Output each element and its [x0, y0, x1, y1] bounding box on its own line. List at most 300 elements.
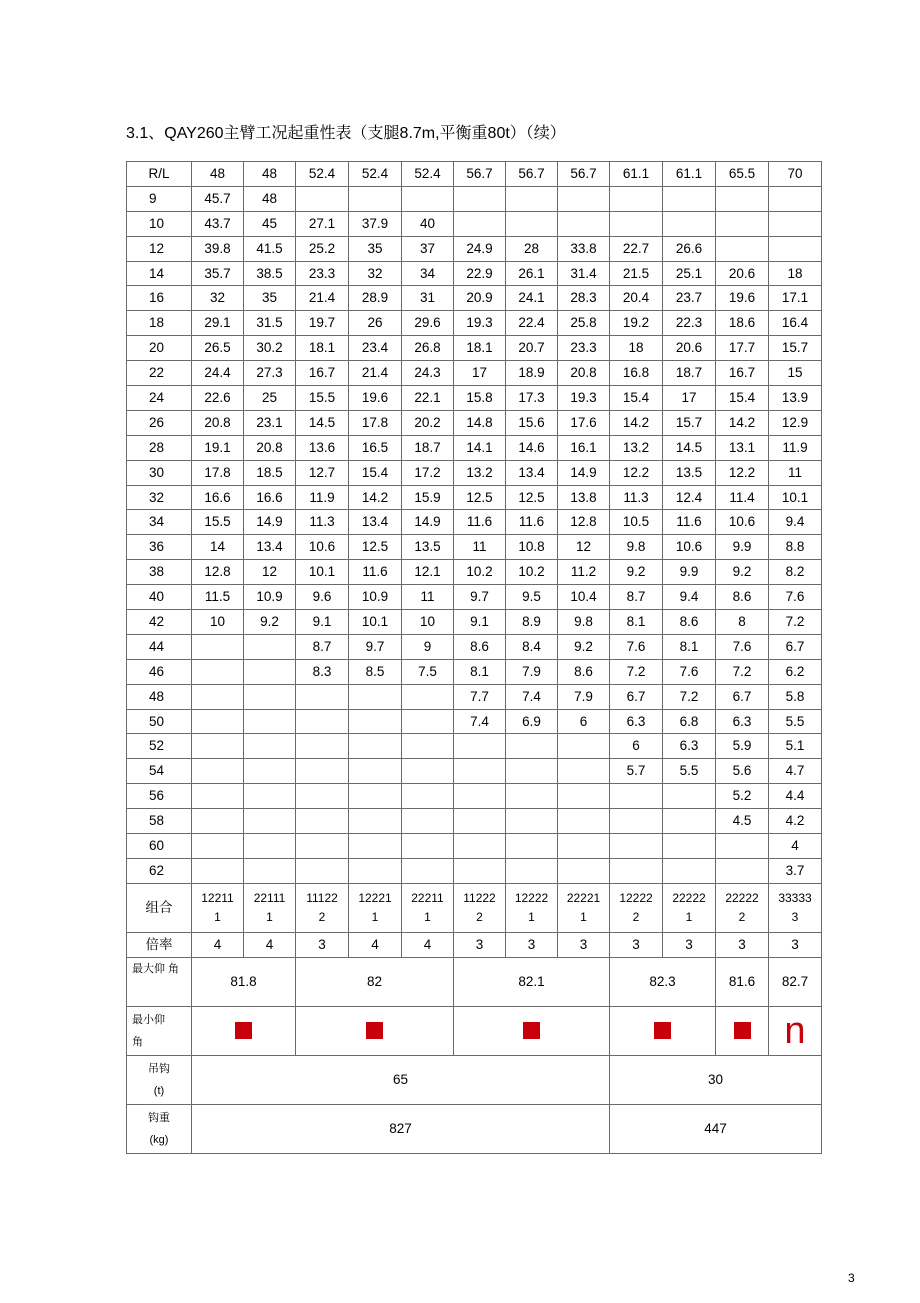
capacity-cell — [402, 734, 454, 759]
capacity-cell — [349, 759, 402, 784]
capacity-cell: 13.5 — [663, 460, 716, 485]
hook-weight-cell: 827 — [192, 1104, 610, 1153]
capacity-cell: 23.1 — [244, 410, 296, 435]
capacity-cell — [402, 709, 454, 734]
capacity-cell: 7.2 — [663, 684, 716, 709]
combination-cell: 12222 2 — [610, 883, 663, 932]
capacity-cell: 9.2 — [610, 560, 663, 585]
table-row — [127, 286, 822, 311]
capacity-cell: 16.5 — [349, 435, 402, 460]
capacity-cell — [244, 734, 296, 759]
capacity-cell: 10 — [402, 610, 454, 635]
capacity-cell: 24.3 — [402, 361, 454, 386]
capacity-cell: 20.9 — [454, 286, 506, 311]
combination-cell: 33333 3 — [769, 883, 822, 932]
radius-cell: 58 — [127, 809, 192, 834]
capacity-cell: 9.1 — [296, 610, 349, 635]
capacity-cell: 21.4 — [349, 361, 402, 386]
capacity-cell: 20.4 — [610, 286, 663, 311]
capacity-cell — [454, 858, 506, 883]
radius-cell: 40 — [127, 585, 192, 610]
combination-cell: 22211 1 — [402, 883, 454, 932]
table-row — [127, 485, 822, 510]
capacity-cell — [454, 211, 506, 236]
min-angle-row — [127, 1006, 822, 1055]
capacity-cell: 11 — [454, 535, 506, 560]
capacity-cell: 14.2 — [349, 485, 402, 510]
capacity-cell: 13.4 — [349, 510, 402, 535]
capacity-cell: 6 — [558, 709, 610, 734]
capacity-cell: 6.8 — [663, 709, 716, 734]
capacity-cell: 7.6 — [663, 659, 716, 684]
capacity-cell — [506, 734, 558, 759]
capacity-cell: 32 — [349, 261, 402, 286]
capacity-cell: 8.5 — [349, 659, 402, 684]
capacity-cell — [296, 834, 349, 859]
capacity-cell: 18.5 — [244, 460, 296, 485]
capacity-cell — [663, 834, 716, 859]
capacity-cell — [716, 858, 769, 883]
capacity-cell — [192, 734, 244, 759]
capacity-cell: 25.8 — [558, 311, 610, 336]
radius-cell: 32 — [127, 485, 192, 510]
capacity-cell: 14.8 — [454, 410, 506, 435]
capacity-cell: 14.9 — [402, 510, 454, 535]
capacity-cell: 12 — [558, 535, 610, 560]
capacity-cell: 19.3 — [558, 386, 610, 411]
capacity-cell: 9.7 — [454, 585, 506, 610]
capacity-cell — [610, 211, 663, 236]
load-table-body — [127, 186, 822, 883]
capacity-cell: 13.2 — [454, 460, 506, 485]
capacity-cell — [296, 684, 349, 709]
ratio-cell: 4 — [402, 932, 454, 957]
capacity-cell — [402, 186, 454, 211]
capacity-cell — [558, 834, 610, 859]
capacity-cell: 29.1 — [192, 311, 244, 336]
capacity-cell: 32 — [192, 286, 244, 311]
capacity-cell: 10 — [192, 610, 244, 635]
capacity-cell: 28.9 — [349, 286, 402, 311]
capacity-cell: 12.2 — [610, 460, 663, 485]
capacity-cell — [454, 759, 506, 784]
radius-cell: 62 — [127, 858, 192, 883]
capacity-cell: 9.1 — [454, 610, 506, 635]
capacity-cell: 16.7 — [296, 361, 349, 386]
capacity-cell: 8.1 — [454, 659, 506, 684]
capacity-cell: 7.9 — [558, 684, 610, 709]
radius-cell: 42 — [127, 610, 192, 635]
capacity-cell — [506, 759, 558, 784]
table-row — [127, 585, 822, 610]
capacity-cell: 17.3 — [506, 386, 558, 411]
capacity-cell: 19.6 — [716, 286, 769, 311]
capacity-cell: 7.9 — [506, 659, 558, 684]
min-angle-cell — [296, 1006, 454, 1055]
capacity-cell: 21.5 — [610, 261, 663, 286]
capacity-cell — [610, 186, 663, 211]
capacity-cell: 48 — [244, 186, 296, 211]
combination-cell: 12211 1 — [192, 883, 244, 932]
capacity-cell: 12.2 — [716, 460, 769, 485]
capacity-cell: 18 — [610, 336, 663, 361]
capacity-cell: 18.6 — [716, 311, 769, 336]
capacity-cell — [506, 858, 558, 883]
capacity-cell: 11.3 — [610, 485, 663, 510]
capacity-cell — [244, 634, 296, 659]
max-angle-cell: 82.3 — [610, 957, 716, 1006]
capacity-cell: 11.6 — [349, 560, 402, 585]
table-row — [127, 211, 822, 236]
capacity-cell: 10.4 — [558, 585, 610, 610]
capacity-cell — [402, 784, 454, 809]
capacity-cell: 41.5 — [244, 236, 296, 261]
capacity-cell: 9.6 — [296, 585, 349, 610]
capacity-cell: 22.6 — [192, 386, 244, 411]
capacity-cell: 20.6 — [716, 261, 769, 286]
capacity-cell — [402, 858, 454, 883]
capacity-cell — [454, 834, 506, 859]
capacity-cell: 10.2 — [506, 560, 558, 585]
ratio-cell: 3 — [716, 932, 769, 957]
capacity-cell: 15.7 — [769, 336, 822, 361]
boom-length: 65.5 — [716, 162, 769, 187]
capacity-cell — [192, 709, 244, 734]
capacity-cell: 9.4 — [769, 510, 822, 535]
capacity-cell: 22.1 — [402, 386, 454, 411]
capacity-cell: 26.6 — [663, 236, 716, 261]
capacity-cell — [663, 211, 716, 236]
ratio-cell: 3 — [610, 932, 663, 957]
boom-length: 70 — [769, 162, 822, 187]
capacity-cell: 11 — [402, 585, 454, 610]
capacity-cell: 8.6 — [454, 634, 506, 659]
capacity-cell: 6.2 — [769, 659, 822, 684]
capacity-cell: 18.9 — [506, 361, 558, 386]
load-table — [126, 161, 822, 1154]
capacity-cell: 9.7 — [349, 634, 402, 659]
radius-cell: 24 — [127, 386, 192, 411]
capacity-cell — [192, 784, 244, 809]
capacity-cell: 8.7 — [610, 585, 663, 610]
radius-cell: 20 — [127, 336, 192, 361]
ratio-cell: 3 — [454, 932, 506, 957]
capacity-cell: 9.9 — [663, 560, 716, 585]
capacity-cell: 14.1 — [454, 435, 506, 460]
capacity-cell — [296, 809, 349, 834]
capacity-cell: 11.9 — [296, 485, 349, 510]
red-square-icon — [366, 1022, 383, 1039]
capacity-cell — [610, 834, 663, 859]
capacity-cell: 17.2 — [402, 460, 454, 485]
hook-weight-label: 钩重 (kg) — [127, 1104, 192, 1153]
capacity-cell: 19.7 — [296, 311, 349, 336]
capacity-cell: 19.2 — [610, 311, 663, 336]
capacity-cell: 28.3 — [558, 286, 610, 311]
capacity-cell — [610, 809, 663, 834]
page-number: 3 — [848, 1271, 855, 1285]
capacity-cell: 22.7 — [610, 236, 663, 261]
capacity-cell: 24.1 — [506, 286, 558, 311]
boom-length: 56.7 — [558, 162, 610, 187]
boom-length: 56.7 — [454, 162, 506, 187]
min-angle-cell — [454, 1006, 610, 1055]
radius-cell: 46 — [127, 659, 192, 684]
capacity-cell: 10.2 — [454, 560, 506, 585]
table-row — [127, 858, 822, 883]
hook-label: 吊钩 (t) — [127, 1055, 192, 1104]
capacity-cell: 35 — [349, 236, 402, 261]
combination-cell: 11122 2 — [296, 883, 349, 932]
capacity-cell: 15.5 — [192, 510, 244, 535]
capacity-cell: 15.5 — [296, 386, 349, 411]
capacity-cell: 16.8 — [610, 361, 663, 386]
capacity-cell: 5.1 — [769, 734, 822, 759]
radius-cell: 50 — [127, 709, 192, 734]
capacity-cell: 25.1 — [663, 261, 716, 286]
hook-weight-row — [127, 1104, 822, 1153]
radius-cell: 18 — [127, 311, 192, 336]
capacity-cell — [506, 211, 558, 236]
max-angle-cell: 81.6 — [716, 957, 769, 1006]
table-row — [127, 311, 822, 336]
capacity-cell: 13.4 — [506, 460, 558, 485]
capacity-cell: 31 — [402, 286, 454, 311]
page-title: 3.1、QAY260主臂工况起重性表（支腿8.7m,平衡重80t）（续） — [126, 125, 566, 142]
combination-row — [127, 883, 822, 932]
capacity-cell: 8.3 — [296, 659, 349, 684]
capacity-cell: 17.8 — [192, 460, 244, 485]
capacity-cell: 16.4 — [769, 311, 822, 336]
capacity-cell: 15.9 — [402, 485, 454, 510]
capacity-cell — [192, 659, 244, 684]
combination-cell: 22222 2 — [716, 883, 769, 932]
table-row — [127, 186, 822, 211]
combination-cell: 22222 1 — [663, 883, 716, 932]
capacity-cell: 15.4 — [349, 460, 402, 485]
capacity-cell — [192, 684, 244, 709]
capacity-cell: 40 — [402, 211, 454, 236]
capacity-cell — [296, 858, 349, 883]
capacity-cell: 15.7 — [663, 410, 716, 435]
capacity-cell: 4.4 — [769, 784, 822, 809]
capacity-cell — [506, 186, 558, 211]
capacity-cell: 26.1 — [506, 261, 558, 286]
capacity-cell — [454, 186, 506, 211]
table-row — [127, 336, 822, 361]
combination-cell: 12221 1 — [349, 883, 402, 932]
capacity-cell: 5.8 — [769, 684, 822, 709]
radius-cell: 9 — [127, 186, 192, 211]
radius-cell: 38 — [127, 560, 192, 585]
radius-cell: 60 — [127, 834, 192, 859]
capacity-cell — [349, 784, 402, 809]
capacity-cell: 17 — [454, 361, 506, 386]
capacity-cell: 9 — [402, 634, 454, 659]
capacity-cell: 13.8 — [558, 485, 610, 510]
capacity-cell: 18.7 — [663, 361, 716, 386]
hook-weight-cell: 447 — [610, 1104, 822, 1153]
capacity-cell: 16.7 — [716, 361, 769, 386]
capacity-cell: 26 — [349, 311, 402, 336]
capacity-cell: 7.5 — [402, 659, 454, 684]
capacity-cell: 16.1 — [558, 435, 610, 460]
capacity-cell: 17.1 — [769, 286, 822, 311]
capacity-cell: 7.4 — [506, 684, 558, 709]
capacity-cell — [402, 809, 454, 834]
capacity-cell: 18.7 — [402, 435, 454, 460]
capacity-cell: 17.6 — [558, 410, 610, 435]
capacity-cell: 27.1 — [296, 211, 349, 236]
red-square-icon — [235, 1022, 252, 1039]
capacity-cell: 5.2 — [716, 784, 769, 809]
hook-cell: 30 — [610, 1055, 822, 1104]
radius-cell: 34 — [127, 510, 192, 535]
capacity-cell: 12.8 — [192, 560, 244, 585]
capacity-cell: 8.7 — [296, 634, 349, 659]
capacity-cell: 29.6 — [402, 311, 454, 336]
ratio-label: 倍率 — [127, 932, 192, 957]
capacity-cell: 14.5 — [296, 410, 349, 435]
capacity-cell: 16.6 — [244, 485, 296, 510]
capacity-cell: 19.6 — [349, 386, 402, 411]
radius-cell: 30 — [127, 460, 192, 485]
capacity-cell: 12.5 — [454, 485, 506, 510]
boom-length: 52.4 — [402, 162, 454, 187]
radius-cell: 54 — [127, 759, 192, 784]
capacity-cell: 10.6 — [663, 535, 716, 560]
capacity-cell: 9.5 — [506, 585, 558, 610]
table-row — [127, 560, 822, 585]
table-row — [127, 236, 822, 261]
capacity-cell: 9.4 — [663, 585, 716, 610]
radius-cell: 36 — [127, 535, 192, 560]
capacity-cell — [192, 858, 244, 883]
min-angle-cell — [716, 1006, 769, 1055]
capacity-cell: 14.5 — [663, 435, 716, 460]
table-row — [127, 834, 822, 859]
capacity-cell: 10.9 — [349, 585, 402, 610]
capacity-cell: 20.2 — [402, 410, 454, 435]
capacity-cell: 13.4 — [244, 535, 296, 560]
capacity-cell: 13.9 — [769, 386, 822, 411]
capacity-cell: 20.8 — [558, 361, 610, 386]
capacity-cell: 23.3 — [558, 336, 610, 361]
capacity-cell: 13.5 — [402, 535, 454, 560]
capacity-cell — [454, 734, 506, 759]
capacity-cell: 10.1 — [296, 560, 349, 585]
capacity-cell: 10.8 — [506, 535, 558, 560]
boom-length: 48 — [244, 162, 296, 187]
capacity-cell — [349, 734, 402, 759]
capacity-cell: 10.1 — [349, 610, 402, 635]
capacity-cell — [244, 659, 296, 684]
capacity-cell: 35.7 — [192, 261, 244, 286]
capacity-cell: 24.4 — [192, 361, 244, 386]
capacity-cell: 12.5 — [506, 485, 558, 510]
capacity-cell — [349, 809, 402, 834]
hook-row — [127, 1055, 822, 1104]
capacity-cell: 14.2 — [610, 410, 663, 435]
capacity-cell: 15 — [769, 361, 822, 386]
capacity-cell: 6.7 — [769, 634, 822, 659]
capacity-cell: 11.5 — [192, 585, 244, 610]
capacity-cell: 8.6 — [716, 585, 769, 610]
capacity-cell: 9.8 — [610, 535, 663, 560]
capacity-cell: 12 — [244, 560, 296, 585]
capacity-cell — [663, 784, 716, 809]
min-angle-cell — [769, 1006, 822, 1055]
capacity-cell — [769, 186, 822, 211]
capacity-cell — [402, 684, 454, 709]
table-row — [127, 734, 822, 759]
capacity-cell: 17.7 — [716, 336, 769, 361]
capacity-cell: 8.9 — [506, 610, 558, 635]
min-angle-cell — [610, 1006, 716, 1055]
capacity-cell — [244, 759, 296, 784]
ratio-cell: 3 — [769, 932, 822, 957]
capacity-cell: 24.9 — [454, 236, 506, 261]
ratio-cell: 3 — [296, 932, 349, 957]
capacity-cell: 6.7 — [716, 684, 769, 709]
capacity-cell: 6.3 — [663, 734, 716, 759]
max-angle-cell: 82 — [296, 957, 454, 1006]
header-row — [127, 162, 822, 187]
capacity-cell: 14.6 — [506, 435, 558, 460]
capacity-cell — [244, 834, 296, 859]
capacity-cell: 8.4 — [506, 634, 558, 659]
capacity-cell — [558, 734, 610, 759]
capacity-cell: 12.5 — [349, 535, 402, 560]
capacity-cell: 4.7 — [769, 759, 822, 784]
capacity-cell: 8 — [716, 610, 769, 635]
radius-cell: 16 — [127, 286, 192, 311]
capacity-cell: 6.9 — [506, 709, 558, 734]
capacity-cell — [663, 186, 716, 211]
table-row — [127, 261, 822, 286]
capacity-cell — [506, 784, 558, 809]
ratio-cell: 3 — [506, 932, 558, 957]
capacity-cell: 14.9 — [244, 510, 296, 535]
capacity-cell — [402, 759, 454, 784]
capacity-cell: 8.1 — [663, 634, 716, 659]
capacity-cell — [663, 858, 716, 883]
capacity-cell: 25 — [244, 386, 296, 411]
table-row — [127, 410, 822, 435]
capacity-cell — [349, 834, 402, 859]
capacity-cell — [663, 809, 716, 834]
capacity-cell: 7.7 — [454, 684, 506, 709]
capacity-cell: 9.2 — [558, 634, 610, 659]
capacity-cell — [716, 211, 769, 236]
capacity-cell — [296, 186, 349, 211]
capacity-cell: 20.8 — [192, 410, 244, 435]
capacity-cell: 16.6 — [192, 485, 244, 510]
capacity-cell — [558, 211, 610, 236]
combination-cell: 22221 1 — [558, 883, 610, 932]
capacity-cell: 12.9 — [769, 410, 822, 435]
capacity-cell: 26.8 — [402, 336, 454, 361]
capacity-cell — [716, 186, 769, 211]
table-row — [127, 809, 822, 834]
capacity-cell: 11.9 — [769, 435, 822, 460]
capacity-cell: 11.6 — [454, 510, 506, 535]
capacity-cell: 7.2 — [716, 659, 769, 684]
capacity-cell: 21.4 — [296, 286, 349, 311]
table-row — [127, 659, 822, 684]
capacity-cell — [558, 858, 610, 883]
boom-length: 48 — [192, 162, 244, 187]
